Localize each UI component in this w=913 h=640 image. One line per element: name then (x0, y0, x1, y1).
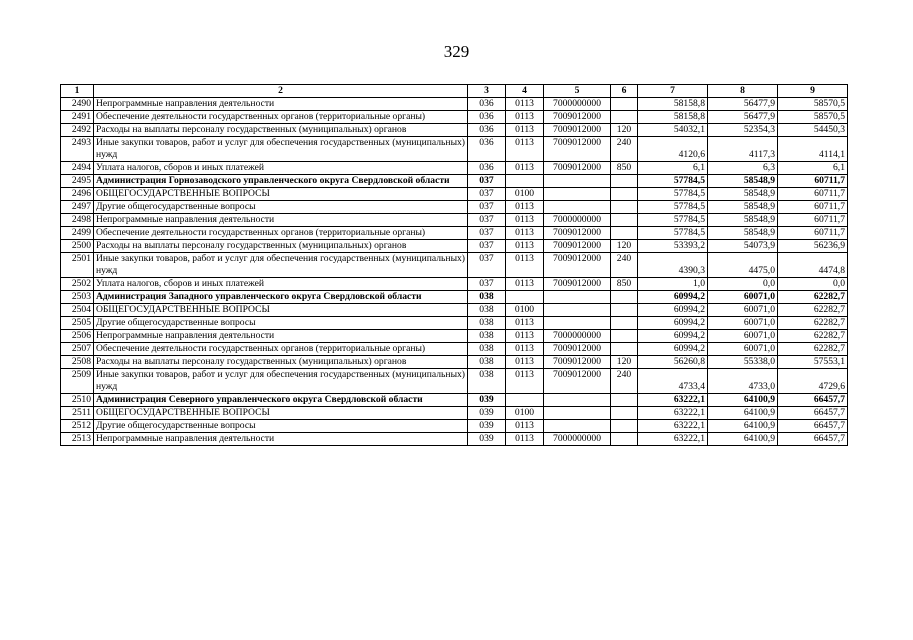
table-row (61, 394, 848, 407)
row-name: Иные закупки товаров, работ и услуг для обеспечения государственных (муниципальных) нужд (94, 253, 468, 278)
row-value-8: 54073,9 (708, 240, 778, 253)
row-name: Непрограммные направления деятельности (94, 433, 468, 446)
row-code-3: 038 (468, 343, 506, 356)
row-code-3: 037 (468, 214, 506, 227)
row-code-6 (611, 175, 638, 188)
header-cell: 8 (708, 85, 778, 98)
row-name: Другие общегосударственные вопросы (94, 201, 468, 214)
table-row (61, 253, 848, 278)
row-code-5: 7009012000 (544, 240, 611, 253)
row-code-6 (611, 343, 638, 356)
table-row (61, 369, 848, 394)
row-name: Уплата налогов, сборов и иных платежей (94, 162, 468, 175)
row-number: 2494 (61, 162, 94, 175)
row-code-5 (544, 420, 611, 433)
row-code-5: 7009012000 (544, 162, 611, 175)
row-code-6 (611, 201, 638, 214)
table-row (61, 111, 848, 124)
row-code-3: 039 (468, 394, 506, 407)
row-code-5 (544, 188, 611, 201)
row-value-9: 60711,7 (778, 227, 848, 240)
row-name: ОБЩЕГОСУДАРСТВЕННЫЕ ВОПРОСЫ (94, 304, 468, 317)
row-name: ОБЩЕГОСУДАРСТВЕННЫЕ ВОПРОСЫ (94, 188, 468, 201)
row-value-7: 57784,5 (638, 201, 708, 214)
row-name: ОБЩЕГОСУДАРСТВЕННЫЕ ВОПРОСЫ (94, 407, 468, 420)
row-code-4: 0113 (506, 201, 544, 214)
row-code-3: 039 (468, 433, 506, 446)
row-value-8: 58548,9 (708, 188, 778, 201)
row-code-3: 038 (468, 304, 506, 317)
row-value-9: 66457,7 (778, 407, 848, 420)
header-cell: 9 (778, 85, 848, 98)
row-value-9: 58570,5 (778, 111, 848, 124)
row-code-3: 037 (468, 201, 506, 214)
table-row (61, 278, 848, 291)
row-code-3: 037 (468, 253, 506, 278)
header-cell: 2 (94, 85, 468, 98)
row-number: 2503 (61, 291, 94, 304)
row-value-7: 53393,2 (638, 240, 708, 253)
row-number: 2504 (61, 304, 94, 317)
row-code-4 (506, 291, 544, 304)
row-name: Администрация Западного управленческого округа Свердловской области (94, 291, 468, 304)
row-value-8: 4733,0 (708, 369, 778, 394)
row-name: Расходы на выплаты персоналу государственных (муниципальных) органов (94, 356, 468, 369)
row-code-5: 7000000000 (544, 433, 611, 446)
row-name: Расходы на выплаты персоналу государственных (муниципальных) органов (94, 124, 468, 137)
row-name: Непрограммные направления деятельности (94, 330, 468, 343)
row-value-9: 4474,8 (778, 253, 848, 278)
row-value-7: 57784,5 (638, 227, 708, 240)
row-code-6 (611, 407, 638, 420)
row-code-4: 0113 (506, 240, 544, 253)
row-code-4: 0113 (506, 98, 544, 111)
row-code-6: 850 (611, 162, 638, 175)
row-code-5: 7000000000 (544, 214, 611, 227)
row-value-8: 58548,9 (708, 227, 778, 240)
table-row (61, 304, 848, 317)
table-row (61, 433, 848, 446)
row-value-9: 60711,7 (778, 188, 848, 201)
row-value-8: 60071,0 (708, 330, 778, 343)
row-code-6: 240 (611, 369, 638, 394)
row-code-3: 038 (468, 291, 506, 304)
row-name: Непрограммные направления деятельности (94, 98, 468, 111)
row-code-6 (611, 317, 638, 330)
row-name: Иные закупки товаров, работ и услуг для обеспечения государственных (муниципальных) нужд (94, 369, 468, 394)
row-name: Иные закупки товаров, работ и услуг для обеспечения государственных (муниципальных) нужд (94, 137, 468, 162)
row-value-7: 6,1 (638, 162, 708, 175)
row-number: 2493 (61, 137, 94, 162)
row-code-3: 037 (468, 227, 506, 240)
page-number: 329 (443, 42, 470, 61)
row-name: Расходы на выплаты персоналу государственных (муниципальных) органов (94, 240, 468, 253)
table-row (61, 240, 848, 253)
row-code-4: 0113 (506, 162, 544, 175)
row-code-4: 0113 (506, 214, 544, 227)
row-code-5: 7009012000 (544, 111, 611, 124)
row-code-4: 0113 (506, 137, 544, 162)
row-code-4: 0113 (506, 356, 544, 369)
row-number: 2513 (61, 433, 94, 446)
row-value-9: 62282,7 (778, 330, 848, 343)
row-code-5: 7009012000 (544, 137, 611, 162)
row-name: Администрация Северного управленческого округа Свердловской области (94, 394, 468, 407)
row-number: 2500 (61, 240, 94, 253)
row-code-6: 120 (611, 240, 638, 253)
row-code-6: 120 (611, 356, 638, 369)
row-value-8: 58548,9 (708, 214, 778, 227)
row-code-5 (544, 317, 611, 330)
row-name: Администрация Горнозаводского управленческого округа Свердловской области (94, 175, 468, 188)
row-number: 2505 (61, 317, 94, 330)
row-value-8: 6,3 (708, 162, 778, 175)
row-number: 2491 (61, 111, 94, 124)
row-code-6 (611, 330, 638, 343)
row-number: 2501 (61, 253, 94, 278)
row-code-6: 240 (611, 253, 638, 278)
row-value-9: 58570,5 (778, 98, 848, 111)
row-code-5 (544, 407, 611, 420)
row-number: 2490 (61, 98, 94, 111)
row-value-9: 4729,6 (778, 369, 848, 394)
row-name: Другие общегосударственные вопросы (94, 317, 468, 330)
table-row (61, 330, 848, 343)
row-value-7: 60994,2 (638, 343, 708, 356)
row-value-8: 64100,9 (708, 433, 778, 446)
row-code-5: 7009012000 (544, 356, 611, 369)
row-code-5 (544, 394, 611, 407)
row-code-3: 039 (468, 407, 506, 420)
row-name: Обеспечение деятельности государственных органов (территориальные органы) (94, 227, 468, 240)
row-name: Обеспечение деятельности государственных органов (территориальные органы) (94, 111, 468, 124)
row-code-3: 036 (468, 137, 506, 162)
row-code-6: 850 (611, 278, 638, 291)
row-code-3: 036 (468, 162, 506, 175)
row-value-7: 4120,6 (638, 137, 708, 162)
row-code-3: 036 (468, 124, 506, 137)
row-number: 2497 (61, 201, 94, 214)
row-value-9: 0,0 (778, 278, 848, 291)
row-value-9: 62282,7 (778, 304, 848, 317)
row-code-4: 0113 (506, 369, 544, 394)
row-value-8: 56477,9 (708, 98, 778, 111)
row-code-4: 0113 (506, 420, 544, 433)
table-row (61, 98, 848, 111)
row-value-7: 56260,8 (638, 356, 708, 369)
row-number: 2509 (61, 369, 94, 394)
row-code-4: 0113 (506, 111, 544, 124)
row-code-4: 0113 (506, 227, 544, 240)
table-row (61, 124, 848, 137)
row-name: Обеспечение деятельности государственных органов (территориальные органы) (94, 343, 468, 356)
header-cell: 3 (468, 85, 506, 98)
row-code-6 (611, 227, 638, 240)
row-code-6 (611, 433, 638, 446)
row-code-4 (506, 175, 544, 188)
row-code-3: 039 (468, 420, 506, 433)
row-code-4: 0113 (506, 317, 544, 330)
row-value-8: 64100,9 (708, 420, 778, 433)
row-value-8: 4117,3 (708, 137, 778, 162)
row-value-7: 60994,2 (638, 291, 708, 304)
row-number: 2496 (61, 188, 94, 201)
row-number: 2495 (61, 175, 94, 188)
row-value-9: 66457,7 (778, 394, 848, 407)
row-code-5 (544, 304, 611, 317)
row-value-8: 64100,9 (708, 394, 778, 407)
table-row (61, 201, 848, 214)
table-row (61, 162, 848, 175)
row-value-9: 62282,7 (778, 317, 848, 330)
table-row (61, 188, 848, 201)
row-code-3: 037 (468, 175, 506, 188)
row-value-9: 4114,1 (778, 137, 848, 162)
row-code-6 (611, 214, 638, 227)
row-code-4 (506, 394, 544, 407)
row-code-3: 037 (468, 188, 506, 201)
table-row (61, 317, 848, 330)
row-code-4: 0113 (506, 330, 544, 343)
row-code-3: 037 (468, 278, 506, 291)
row-value-8: 60071,0 (708, 304, 778, 317)
row-value-8: 58548,9 (708, 201, 778, 214)
table-row (61, 227, 848, 240)
row-code-3: 036 (468, 98, 506, 111)
row-code-5: 7009012000 (544, 278, 611, 291)
table-row (61, 343, 848, 356)
row-code-5: 7009012000 (544, 253, 611, 278)
row-code-5: 7009012000 (544, 124, 611, 137)
row-number: 2510 (61, 394, 94, 407)
row-code-6: 120 (611, 124, 638, 137)
header-cell: 6 (611, 85, 638, 98)
row-value-7: 60994,2 (638, 317, 708, 330)
row-code-4: 0113 (506, 253, 544, 278)
row-code-6: 240 (611, 137, 638, 162)
row-value-8: 4475,0 (708, 253, 778, 278)
row-code-4: 0113 (506, 343, 544, 356)
row-number: 2511 (61, 407, 94, 420)
row-value-7: 4733,4 (638, 369, 708, 394)
row-value-7: 60994,2 (638, 330, 708, 343)
table-row (61, 291, 848, 304)
table-row (61, 137, 848, 162)
row-value-7: 63222,1 (638, 394, 708, 407)
row-code-3: 036 (468, 111, 506, 124)
row-value-7: 57784,5 (638, 214, 708, 227)
row-value-9: 62282,7 (778, 343, 848, 356)
row-number: 2502 (61, 278, 94, 291)
row-value-9: 56236,9 (778, 240, 848, 253)
row-name: Другие общегосударственные вопросы (94, 420, 468, 433)
row-code-6 (611, 188, 638, 201)
row-code-5 (544, 201, 611, 214)
row-value-7: 58158,8 (638, 98, 708, 111)
table-row (61, 356, 848, 369)
table-row (61, 214, 848, 227)
header-cell: 4 (506, 85, 544, 98)
row-code-3: 038 (468, 330, 506, 343)
row-value-7: 60994,2 (638, 304, 708, 317)
row-value-8: 64100,9 (708, 407, 778, 420)
row-code-5: 7000000000 (544, 330, 611, 343)
row-value-8: 56477,9 (708, 111, 778, 124)
row-code-4: 0100 (506, 188, 544, 201)
row-number: 2512 (61, 420, 94, 433)
row-code-6 (611, 304, 638, 317)
row-value-7: 57784,5 (638, 175, 708, 188)
row-number: 2507 (61, 343, 94, 356)
header-row (61, 85, 848, 98)
row-value-8: 0,0 (708, 278, 778, 291)
row-number: 2506 (61, 330, 94, 343)
row-value-9: 60711,7 (778, 201, 848, 214)
row-value-9: 62282,7 (778, 291, 848, 304)
row-value-9: 66457,7 (778, 420, 848, 433)
table-row (61, 420, 848, 433)
row-code-3: 038 (468, 356, 506, 369)
row-value-8: 52354,3 (708, 124, 778, 137)
row-code-4: 0113 (506, 124, 544, 137)
row-code-4: 0113 (506, 278, 544, 291)
row-number: 2508 (61, 356, 94, 369)
row-number: 2499 (61, 227, 94, 240)
header-cell: 7 (638, 85, 708, 98)
row-code-5 (544, 175, 611, 188)
budget-table (60, 84, 848, 446)
row-value-8: 55338,0 (708, 356, 778, 369)
row-value-9: 57553,1 (778, 356, 848, 369)
row-value-7: 58158,8 (638, 111, 708, 124)
row-number: 2498 (61, 214, 94, 227)
row-value-7: 4390,3 (638, 253, 708, 278)
row-code-5: 7009012000 (544, 343, 611, 356)
row-code-3: 037 (468, 240, 506, 253)
row-value-7: 63222,1 (638, 407, 708, 420)
header-cell: 5 (544, 85, 611, 98)
row-value-7: 54032,1 (638, 124, 708, 137)
row-code-6 (611, 394, 638, 407)
row-value-8: 60071,0 (708, 317, 778, 330)
table-row (61, 407, 848, 420)
row-value-9: 60711,7 (778, 175, 848, 188)
row-name: Непрограммные направления деятельности (94, 214, 468, 227)
row-code-5: 7000000000 (544, 98, 611, 111)
row-value-7: 63222,1 (638, 433, 708, 446)
row-value-8: 58548,9 (708, 175, 778, 188)
row-name: Уплата налогов, сборов и иных платежей (94, 278, 468, 291)
row-code-6 (611, 291, 638, 304)
row-code-4: 0100 (506, 304, 544, 317)
row-value-8: 60071,0 (708, 343, 778, 356)
table-row (61, 175, 848, 188)
header-cell: 1 (61, 85, 94, 98)
row-value-9: 66457,7 (778, 433, 848, 446)
row-code-3: 038 (468, 369, 506, 394)
row-code-6 (611, 98, 638, 111)
row-value-9: 6,1 (778, 162, 848, 175)
row-value-7: 57784,5 (638, 188, 708, 201)
row-code-5: 7009012000 (544, 369, 611, 394)
row-value-7: 63222,1 (638, 420, 708, 433)
row-code-6 (611, 111, 638, 124)
row-code-6 (611, 420, 638, 433)
row-code-3: 038 (468, 317, 506, 330)
row-code-4: 0100 (506, 407, 544, 420)
row-number: 2492 (61, 124, 94, 137)
row-code-4: 0113 (506, 433, 544, 446)
row-value-9: 60711,7 (778, 214, 848, 227)
row-code-5: 7009012000 (544, 227, 611, 240)
row-value-9: 54450,3 (778, 124, 848, 137)
row-value-7: 1,0 (638, 278, 708, 291)
row-code-5 (544, 291, 611, 304)
row-value-8: 60071,0 (708, 291, 778, 304)
